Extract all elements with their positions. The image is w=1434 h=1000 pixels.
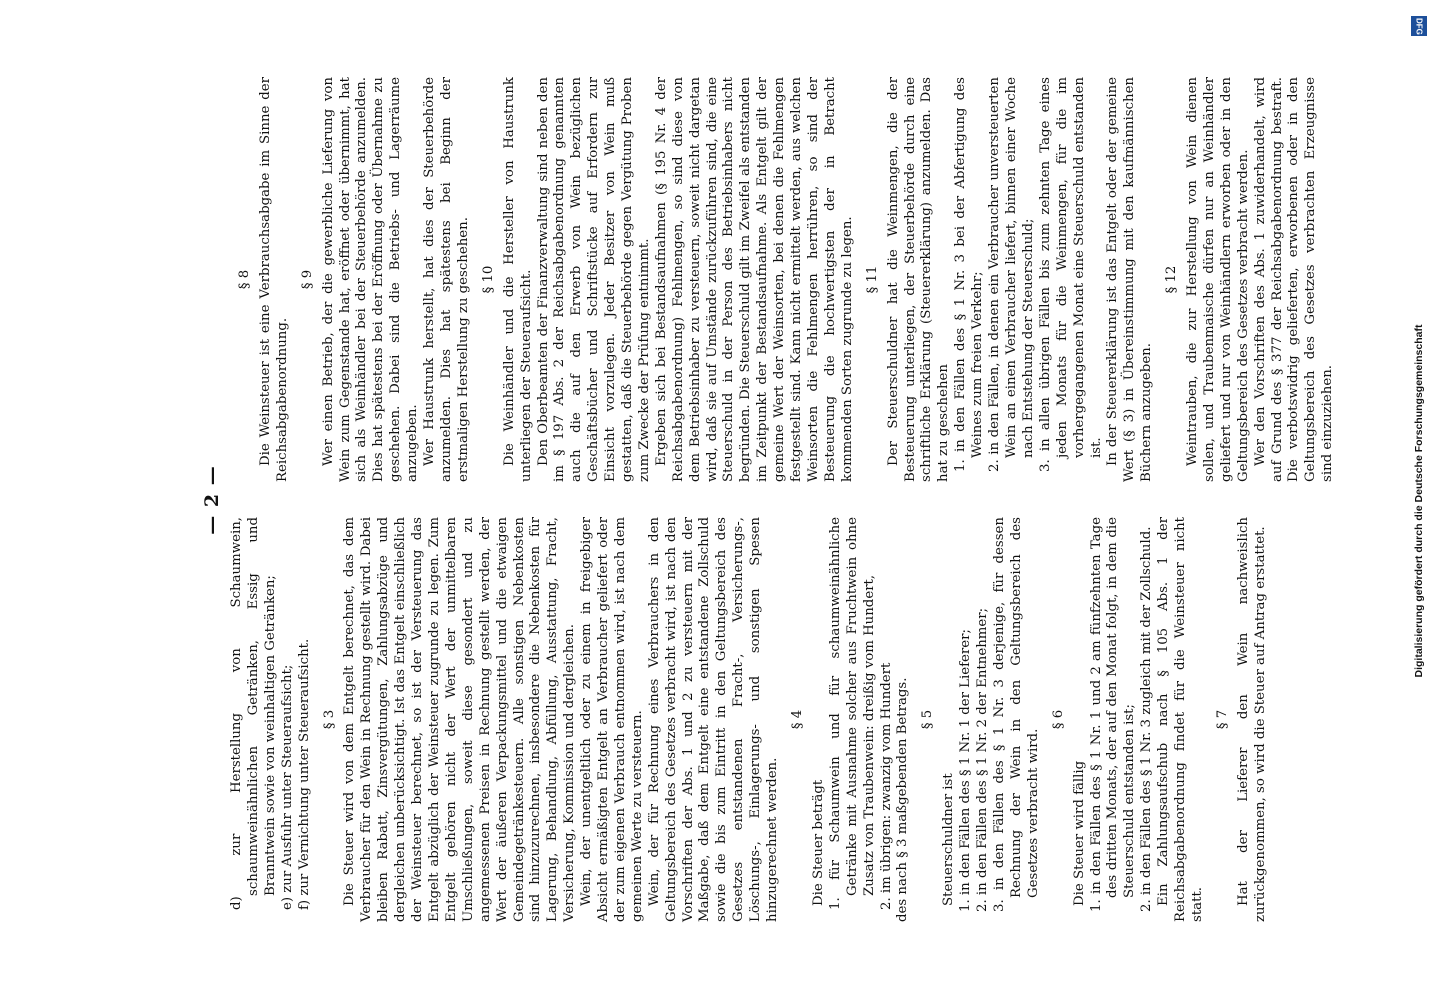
paragraph: des nach § 3 maßgebenden Betrags. [895, 677, 911, 922]
section-heading: § 8 [237, 269, 252, 290]
paragraph: Hat der Lieferer den Wein nachweislich zurückgenommen, so wird die Steuer auf Antrag erstattet. [1235, 517, 1268, 922]
section-heading: § 4 [790, 709, 805, 730]
list-item: 2. in den Fällen, in denen ein Verbraucher unversteuerten Wein an einen Verbraucher liefert, binnen einer Woche nach Entstehung der Steuerschuld; [987, 77, 1036, 472]
dfg-sidebar [1410, 8, 1428, 998]
paragraph: Ergeben sich bei Bestandsaufnahmen (§ 195 Nr. 4 der Reichsabgabenordnung) Fehlmengen, so sind diese von dem Betriebsinhaber zu versteuern, soweit nicht dargetan wird, daß sie auf Umstände zurückzuführen sind, die eine Steuerschuld in der Person des Betriebsinhabers nicht begründen. Die Steuerschuld gilt im Zweifel als entstanden im Zeitpunkt der Bestandsaufnahme. Als Entgelt gilt der gemeine Wert der Weinsorten, bei denen die Fehlmengen festgestellt sind. Kann nicht ermittelt werden, aus welchen Weinsorten die Fehlmengen herrühren, so sind der Besteuerung die hochwertigsten der in Betracht kommenden Sorten zugrunde zu legen. [653, 77, 855, 482]
paragraph: Wein, der unentgeltlich oder zu einem in freigebiger Absicht ermäßigten Entgelt an Verbraucher geliefert oder der zum eigenen Verbrauch entnommen wird, ist nach dem gemeinen Werte zu versteuern. [579, 517, 645, 922]
paragraph: Wer den Vorschriften des Abs. 1 zuwiderhandelt, wird auf Grund des § 377 der Reichsabgabenordnung bestraft. Die verbotswidrig gelieferten, erworbenen oder in den Geltungsbereich des Gesetzes verbrachten Erzeugnisse sind einzuziehen. [1252, 77, 1336, 482]
list-item: 1. in den Fällen des § 1 Nr. 1 der Lieferer; [958, 629, 974, 912]
paragraph: Der Steuerschuldner hat die Weinmengen, die der Besteuerung unterliegen, der Steuerbehörde durch eine schriftliche Erklärung (Steuererklärung) anzumelden. Das hat zu geschehen [885, 77, 952, 482]
paragraph: In der Steuererklärung ist das Entgelt oder der gemeine Wert (§ 3) in Übereinstimmung mit den kaufmännischen Büchern anzugeben. [1105, 77, 1155, 482]
dfg-logo: DFG [1411, 16, 1427, 36]
paragraph: Die Steuer wird von dem Entgelt berechnet, das dem Verbraucher für den Wein in Rechnung gestellt wird. Dabei bleiben Rabatt, Zinsvergütungen, Zahlungsabzüge und dergleichen unberücksichtigt. Ist das Entgelt einschließlich der Weinsteuer berechnet, so ist der Versteuerung das Entgelt abzüglich der Weinsteuer zugrunde zu legen. Zum Entgelt gehören nicht der Wert der unmittelbaren Umschließungen, soweit diese gesondert und zu angemessenen Preisen in Rechnung gestellt werden, der Wert der äußeren Verpackungsmittel und die etwaigen Gemeindegetränkesteuern. Alle sonstigen Nebenkosten sind hinzuzurechnen, insbesondere die Nebenkosten für Lagerung, Behandlung, Abfüllung, Ausstattung, Fracht, Versicherung, Kommission und dergleichen. [342, 517, 578, 922]
paragraph: Die Steuer beträgt [810, 779, 826, 906]
rotated-document-page [117, 50, 1336, 950]
paragraph: Wer Haustrunk herstellt, hat dies der Steuerbehörde anzumelden. Dies hat spätestens bei Beginn der erstmaligen Herstellung zu geschehen. [422, 77, 471, 482]
paragraph: Die Weinhändler und die Hersteller von Haustrunk unterliegen der Steueraufsicht. [501, 77, 534, 482]
paragraph: Die Weinsteuer ist eine Verbrauchsabgabe im Sinne der Reichsabgabenordnung. [257, 77, 290, 482]
list-item: 3. in allen übrigen Fällen bis zum zehnten Tage eines jeden Monats für die Weinmengen, für die im vorhergegangenen Monat eine Steuerschuld entstanden ist. [1037, 77, 1104, 472]
section-heading: § 10 [480, 265, 496, 294]
paragraph: Wer einen Betrieb, der die gewerbliche Lieferung von Wein zum Gegenstande hat, eröffnet oder übernimmt, hat sich als Weinhändler bei der Steuerbehörde anzumelden. Dies hat spätestens bei der Eröffnung oder Übernahme zu geschehen. Dabei sind die Betriebs- und Lagerräume anzugeben. [320, 77, 421, 482]
page-number: — 2 — [201, 465, 223, 535]
paragraph: Die Steuer wird fällig [1071, 760, 1087, 906]
paragraph: Wein, der für Rechnung eines Verbrauchers in den Geltungsbereich des Gesetzes verbracht wird, ist nach den Vorschriften der Abs. 1 und 2 zu versteuern mit der Maßgabe, daß dem Entgelt eine entstandene Zollschuld sowie die bis zum Eintritt in den Geltungsbereich des Gesetzes entstandenen Fracht-, Versicherungs-, Löschungs-, Einlagerungs- und sonstigen Spesen hinzugerechnet werden. [646, 517, 781, 922]
list-item: 3. in den Fällen des § 1 Nr. 3 derjenige, für dessen Rechnung der Wein in den Geltungsbereich des Gesetzes verbracht wird. [991, 517, 1041, 912]
list-item: 1. in den Fällen des § 1 Nr. 3 bei der Abfertigung des Weines zum freien Verkehr; [953, 77, 986, 472]
section-heading: § 5 [920, 709, 936, 730]
list-item: e) zur Ausfuhr unter Steueraufsicht; [279, 664, 295, 910]
section-heading: § 11 [864, 265, 880, 294]
funding-note: Digitalisierung gefördert durch die Deutsche Forschungsgemeinschaft [1413, 324, 1425, 678]
list-item: 2. in den Fällen des § 1 Nr. 2 der Entnehmer; [975, 607, 991, 912]
paragraph: Den Oberbeamten der Finanzverwaltung sind neben den im § 197 Abs. 2 der Reichsabgabenordnung genannten auch die auf den Erwerb von Wein bezüglichen Geschäftsbücher und Schriftstücke auf Erfordern zur Einsicht vorzulegen. Jeder Besitzer von Wein muß gestatten, daß die Steuerbehörde gegen Vergütung Proben zum Zwecke der Prüfung entnimmt. [535, 77, 652, 482]
section-heading: § 6 [1050, 709, 1066, 730]
paragraph: Steuerschuldner ist [941, 773, 957, 906]
section-heading: § 3 [321, 709, 337, 730]
list-item: 1. in den Fällen des § 1 Nr. 1 und 2 am fünfzehnten Tage des dritten Monats, der auf den Monat folgt, in dem die Steuerschuld entstanden ist; [1088, 517, 1138, 912]
list-item: 1. für Schaumwein und für schaumweinähnliche Getränke mit Ausnahme solcher aus Fruchtwein ohne Zusatz von Traubenwein: dreißig vom Hundert, [827, 517, 877, 910]
list-item: d) zur Herstellung von Schaumwein, schaumweinähnlichen Getränken, Essig und Branntwein sowie von weinhaltigen Getränken; [229, 517, 278, 910]
left-column [229, 517, 1270, 922]
section-heading: § 7 [1214, 709, 1230, 730]
section-heading: § 12 [1164, 265, 1180, 294]
section-heading: § 9 [299, 269, 315, 290]
list-item: f) zur Vernichtung unter Steueraufsicht. [296, 638, 312, 910]
paragraph: Ein Zahlungsaufschub nach § 105 Abs. 1 der Reichsabgabenordnung findet für die Weinsteuer nicht statt. [1156, 517, 1205, 922]
paragraph: Weintrauben, die zur Herstellung von Wein dienen sollen, und Traubenmaische dürfen nur an Weinhändler geliefert und nur von Weinhändlern erworben oder in den Geltungsbereich des Gesetzes verbracht werden. [1185, 77, 1251, 482]
list-item: 2. im übrigen: zwanzig vom Hundert [878, 662, 894, 910]
right-column [229, 77, 1337, 482]
list-item: 2. in den Fällen des § 1 Nr. 3 zugleich mit der Zollschuld. [1139, 526, 1155, 912]
